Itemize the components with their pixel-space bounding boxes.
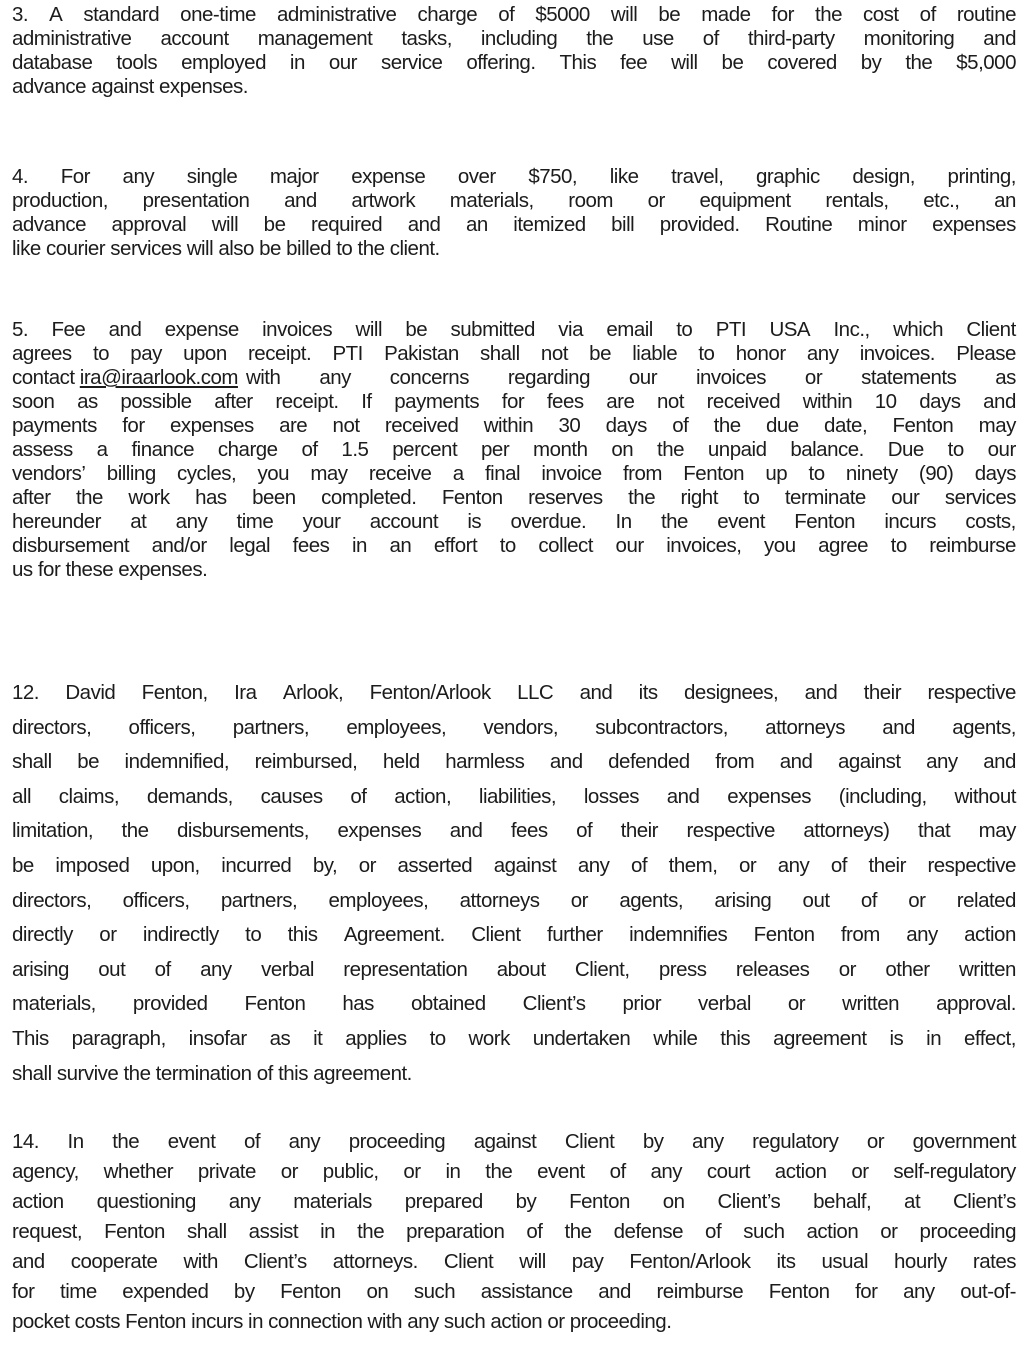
section-5-line: disbursement and/or legal fees in an effort to collect our invoices, you agree to reimburse	[12, 534, 1016, 557]
section-5-line: payments for expenses are not received within 30 days of the due date, Fenton may	[12, 414, 1016, 437]
section-5-contact-line	[12, 366, 1016, 390]
section-12-line: directly or indirectly to this Agreement. Client further indemnifies Fenton from any action	[12, 923, 1016, 947]
section-12-line: limitation, the disbursements, expenses and fees of their respective attorneys) that may	[12, 819, 1016, 843]
section-12-line: be imposed upon, incurred by, or asserted against any of them, or any of their respective	[12, 853, 1016, 877]
section-4	[12, 165, 1016, 261]
section-5-line: after the work has been completed. Fenton reserves the right to terminate our services	[12, 486, 1016, 509]
section-14-line: agency, whether private or public, or in the event of any court action or self-regulatory	[12, 1160, 1016, 1183]
section-3-line: administrative account management tasks, including the use of third-party monitoring and	[12, 27, 1016, 50]
section-12-line: arising out of any verbal representation about Client, press releases or other written	[12, 957, 1016, 981]
section-5-line: hereunder at any time your account is overdue. In the event Fenton incurs costs,	[12, 510, 1016, 533]
section-12-line: all claims, demands, causes of action, liabilities, losses and expenses (including, without	[12, 784, 1016, 808]
section-4-line: 4. For any single major expense over $750, like travel, graphic design, printing,	[12, 165, 1016, 188]
section-14-line: request, Fenton shall assist in the preparation of the defense of such action or proceeding	[12, 1220, 1016, 1243]
section-14-line: pocket costs Fenton incurs in connection with any such action or proceeding.	[12, 1310, 672, 1333]
section-14-line: 14. In the event of any proceeding against Client by any regulatory or government	[12, 1130, 1016, 1153]
section-5-line: us for these expenses.	[12, 558, 208, 581]
section-4-line: advance approval will be required and an itemized bill provided. Routine minor expenses	[12, 213, 1016, 236]
section-5-line: soon as possible after receipt. If payments for fees are not received within 10 days and	[12, 390, 1016, 413]
email-link[interactable]: ira@iraarlook.com	[79, 366, 238, 389]
section-5-line: vendors’ billing cycles, you may receive a final invoice from Fenton up to ninety (90) days	[12, 462, 1016, 485]
section-12-line: 12. David Fenton, Ira Arlook, Fenton/Arlook LLC and its designees, and their respective	[12, 681, 1016, 704]
section-4-line: production, presentation and artwork materials, room or equipment rentals, etc., an	[12, 189, 1016, 212]
section-5	[12, 318, 1016, 582]
section-12-line: shall survive the termination of this agreement.	[12, 1061, 412, 1085]
section-14-line: action questioning any materials prepared by Fenton on Client’s behalf, at Client’s	[12, 1190, 1016, 1213]
section-5-contact-rest: with any concerns regarding our invoices or statements as	[245, 366, 1016, 389]
section-5-line: assess a finance charge of 1.5 percent per month on the unpaid balance. Due to our	[12, 438, 1016, 461]
contact-prefix	[12, 366, 238, 390]
section-12-line: materials, provided Fenton has obtained Client’s prior verbal or written approval.	[12, 992, 1016, 1016]
section-14	[12, 1127, 1016, 1337]
section-3-line: 3. A standard one-time administrative charge of $5000 will be made for the cost of routine	[12, 3, 1016, 26]
section-3-line: database tools employed in our service offering. This fee will be covered by the $5,000	[12, 51, 1016, 74]
section-3-line: advance against expenses.	[12, 75, 248, 98]
section-12-line: This paragraph, insofar as it applies to work undertaken while this agreement is in effect,	[12, 1026, 1016, 1050]
section-5-line: agrees to pay upon receipt. PTI Pakistan shall not be liable to honor any invoices. Please	[12, 342, 1016, 365]
section-14-line: and cooperate with Client’s attorneys. Client will pay Fenton/Arlook its usual hourly rates	[12, 1250, 1016, 1273]
section-4-line: like courier services will also be billed to the client.	[12, 237, 440, 260]
section-12-line: shall be indemnified, reimbursed, held harmless and defended from and against any and	[12, 750, 1016, 774]
section-12-line: directors, officers, partners, employees, attorneys or agents, arising out of or related	[12, 888, 1016, 912]
contact-label: contact	[12, 366, 80, 389]
section-3	[12, 3, 1016, 99]
section-14-line: for time expended by Fenton on such assistance and reimburse Fenton for any out-of-	[12, 1280, 1016, 1303]
section-5-line: 5. Fee and expense invoices will be submitted via email to PTI USA Inc., which Client	[12, 318, 1016, 341]
section-12-line: directors, officers, partners, employees, vendors, subcontractors, attorneys and agents,	[12, 715, 1016, 739]
section-12	[12, 676, 1016, 1091]
